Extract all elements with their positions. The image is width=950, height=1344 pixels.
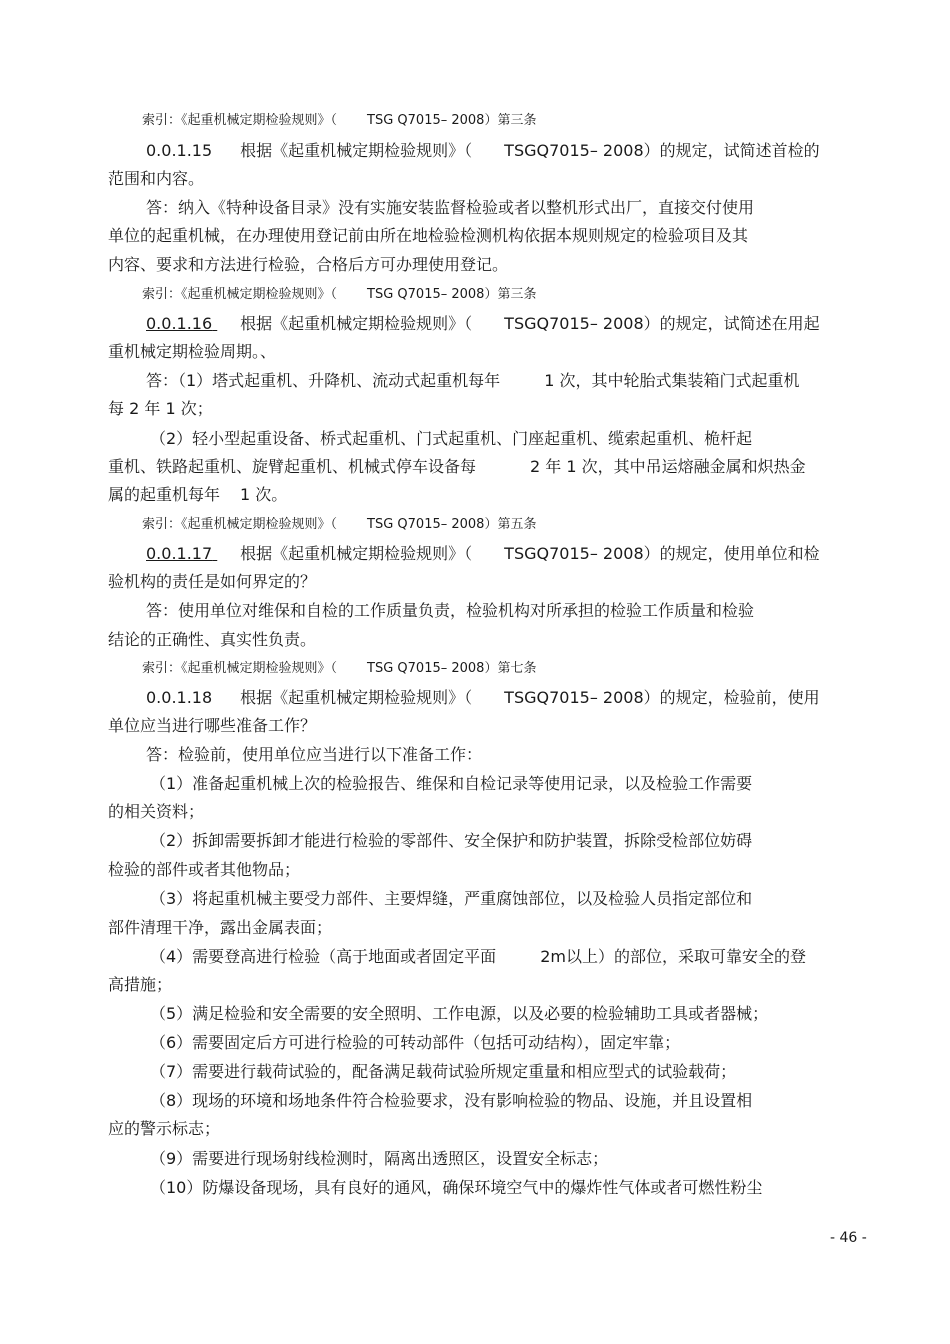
page-number: - 46 - xyxy=(830,1230,867,1246)
text-line: 应的警示标志； xyxy=(108,1119,221,1138)
question-line xyxy=(146,143,820,159)
text-line: 检验的部件或者其他物品； xyxy=(108,860,301,879)
question-text: 根据《起重机械定期检验规则》（ xyxy=(240,314,473,333)
answer-line: 答：使用单位对维保和自检的工作质量负责，检验机构对所承担的检验工作质量和检验 xyxy=(146,601,755,620)
reference-line xyxy=(142,518,536,531)
text-line: （7）需要进行载荷试验的，配备满足载荷试验所规定重量和相应型式的试验载荷； xyxy=(150,1062,737,1081)
question-number: 0.0.1.18 xyxy=(146,688,213,707)
reference-code: TSG Q7015– 2008）第三条 xyxy=(367,287,537,302)
reference-title: 索引：《起重机械定期检验规则》（ xyxy=(142,517,338,532)
question-line xyxy=(146,316,820,332)
text-line: （4）需要登高进行检验（高于地面或者固定平面 2m以上）的部位，采取可靠安全的登 xyxy=(150,947,806,966)
text-line: （8）现场的环境和场地条件符合检验要求，没有影响检验的物品、设施，并且设置相 xyxy=(150,1091,753,1110)
question-line xyxy=(146,546,820,562)
text-line: （2）轻小型起重设备、桥式起重机、门式起重机、门座起重机、缆索起重机、桅杆起 xyxy=(150,429,753,448)
text-line: 验机构的责任是如何界定的？ xyxy=(108,572,317,591)
reference-line xyxy=(142,114,536,127)
reference-code: TSG Q7015– 2008）第五条 xyxy=(367,517,537,532)
text-line: 部件清理干净，露出金属表面； xyxy=(108,918,333,937)
question-text: 根据《起重机械定期检验规则》（ xyxy=(240,141,473,160)
question-text: 根据《起重机械定期检验规则》（ xyxy=(240,688,473,707)
question-line xyxy=(146,690,820,706)
text-line: 单位应当进行哪些准备工作？ xyxy=(108,716,317,735)
question-number: 0.0.1.16 xyxy=(146,314,213,333)
text-line: （5）满足检验和安全需要的安全照明、工作电源，以及必要的检验辅助工具或者器械； xyxy=(150,1004,769,1023)
text-line: （1）准备起重机械上次的检验报告、维保和自检记录等使用记录，以及检验工作需要 xyxy=(150,774,753,793)
reference-title: 索引：《起重机械定期检验规则》（ xyxy=(142,113,338,128)
question-text-cont: TSGQ7015– 2008）的规定，使用单位和检 xyxy=(504,544,820,563)
text-line: 每 2 年 1 次； xyxy=(108,399,213,418)
reference-line xyxy=(142,662,536,675)
question-text-cont: TSGQ7015– 2008）的规定，试简述在用起 xyxy=(504,314,820,333)
text-line: 范围和内容。 xyxy=(108,169,205,188)
text-line: 内容、要求和方法进行检验，合格后方可办理使用登记。 xyxy=(108,255,509,274)
question-number: 0.0.1.15 xyxy=(146,141,213,160)
text-line: （6）需要固定后方可进行检验的可转动部件（包括可动结构），固定牢靠； xyxy=(150,1033,681,1052)
question-text-cont: TSGQ7015– 2008）的规定，试简述首检的 xyxy=(504,141,820,160)
text-line: （2）拆卸需要拆卸才能进行检验的零部件、安全保护和防护装置，拆除受检部位妨碍 xyxy=(150,831,753,850)
answer-line: 答：（1）塔式起重机、升降机、流动式起重机每年 1 次，其中轮胎式集装箱门式起重机 xyxy=(146,371,800,390)
reference-title: 索引：《起重机械定期检验规则》（ xyxy=(142,287,338,302)
reference-code: TSG Q7015– 2008）第三条 xyxy=(367,113,537,128)
reference-title: 索引：《起重机械定期检验规则》（ xyxy=(142,661,338,676)
text-line: 的相关资料； xyxy=(108,802,205,821)
text-line: 高措施； xyxy=(108,975,173,994)
text-line: 重机械定期检验周期。、 xyxy=(108,342,277,361)
question-number: 0.0.1.17 xyxy=(146,544,213,563)
reference-line xyxy=(142,288,536,301)
text-line: （10）防爆设备现场，具有良好的通风，确保环境空气中的爆炸性气体或者可燃性粉尘 xyxy=(150,1178,763,1197)
text-line: 单位的起重机械，在办理使用登记前由所在地检验检测机构依据本规则规定的检验项目及其 xyxy=(108,226,749,245)
question-text-cont: TSGQ7015– 2008）的规定，检验前，使用 xyxy=(504,688,820,707)
text-line: 重机、铁路起重机、旋臂起重机、机械式停车设备每 2 年 1 次，其中吊运熔融金属和炽热金 xyxy=(108,457,806,476)
reference-code: TSG Q7015– 2008）第七条 xyxy=(367,661,537,676)
text-line: （3）将起重机械主要受力部件、主要焊缝，严重腐蚀部位，以及检验人员指定部位和 xyxy=(150,889,753,908)
question-text: 根据《起重机械定期检验规则》（ xyxy=(240,544,473,563)
text-line: 结论的正确性、真实性负责。 xyxy=(108,630,317,649)
answer-line: 答：纳入《特种设备目录》没有实施安装监督检验或者以整机形式出厂，直接交付使用 xyxy=(146,198,755,217)
text-line: 属的起重机每年 1 次。 xyxy=(108,485,288,504)
answer-line: 答：检验前，使用单位应当进行以下准备工作： xyxy=(146,745,483,764)
text-line: （9）需要进行现场射线检测时，隔离出透照区，设置安全标志； xyxy=(150,1149,609,1168)
